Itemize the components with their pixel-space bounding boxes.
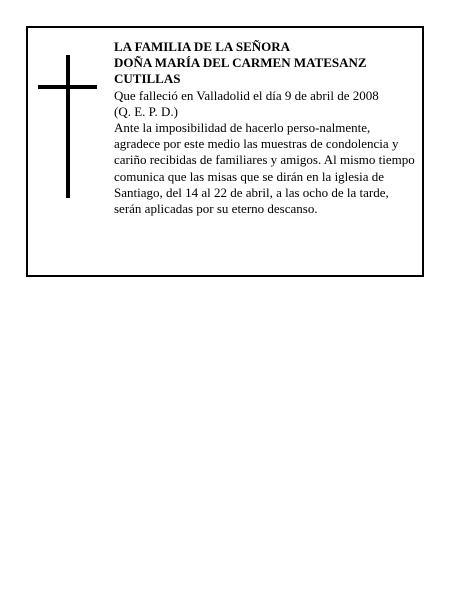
cross-vertical-bar bbox=[66, 55, 70, 198]
obituary-notice bbox=[26, 26, 424, 277]
heading-line-family: LA FAMILIA DE LA SEÑORA bbox=[114, 39, 291, 54]
notice-text bbox=[114, 39, 419, 217]
heading-line-surname: CUTILLAS bbox=[114, 71, 181, 87]
heading-line-name: DOÑA MARÍA DEL CARMEN MATESANZ bbox=[114, 55, 367, 71]
death-statement: Que falleció en Valladolid el día 9 de abril de 2008 bbox=[114, 87, 379, 103]
rip-abbreviation: (Q. E. P. D.) bbox=[114, 103, 178, 119]
acknowledgement-paragraph: Ante la imposibilidad de hacerlo perso-nalmente, agradece por este medio las muestras de condolencia y cariño recibidas de familiares y amigos. Al mismo tiempo comunica que las misas que se dirán en la iglesia de Santiago, del 14 al 22 de abril, a las ocho de la tarde, serán aplicadas por su eterno descanso. bbox=[114, 120, 415, 217]
cross-horizontal-bar bbox=[38, 85, 97, 89]
